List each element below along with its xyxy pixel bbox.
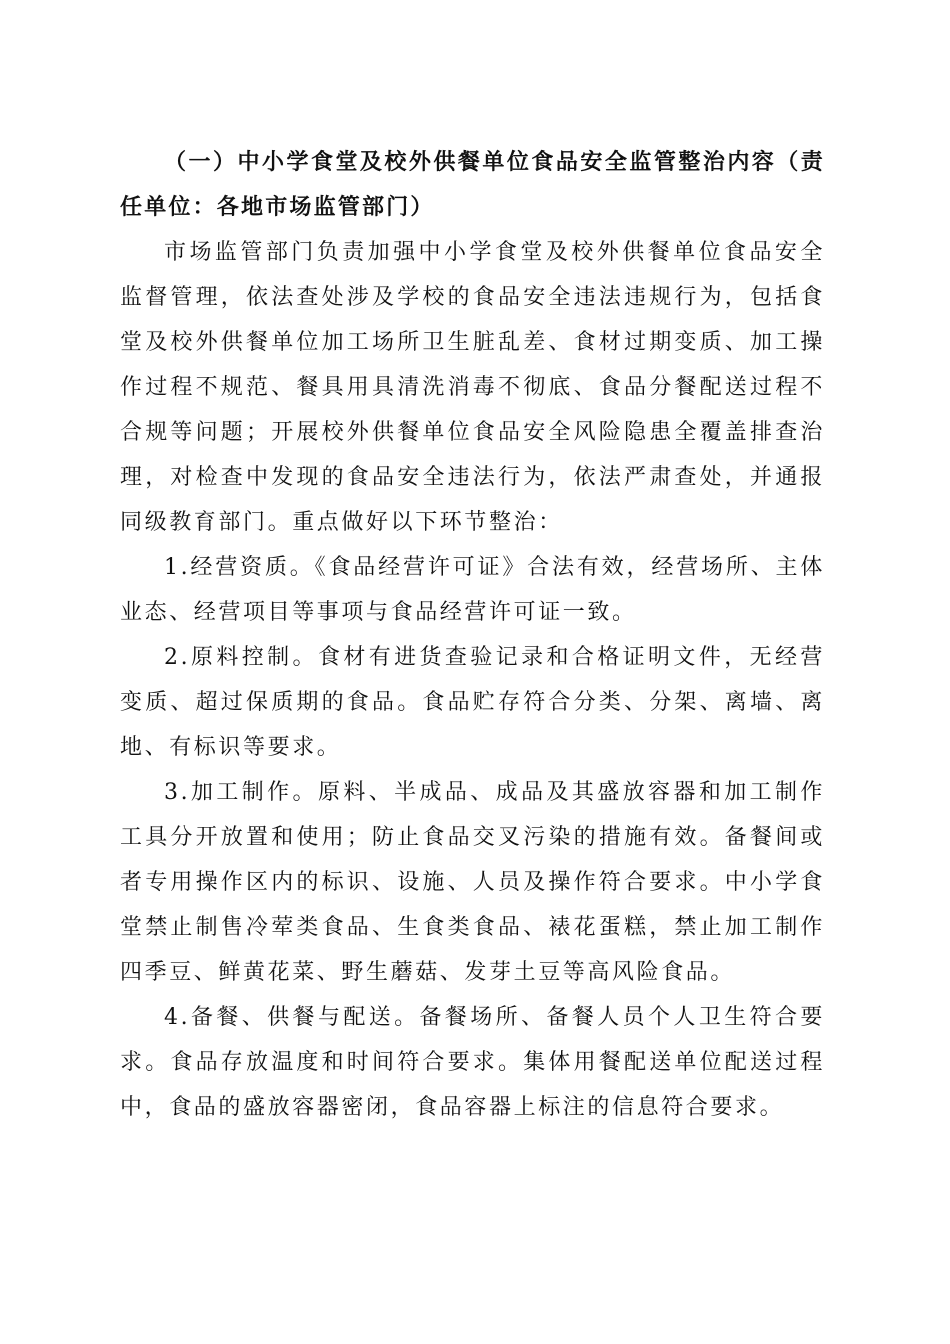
item-business-qualification: 1.经营资质。《食品经营许可证》合法有效，经营场所、主体业态、经营项目等事项与食品经营许可证一致。 [120,555,825,625]
intro-paragraph: 市场监管部门负责加强中小学食堂及校外供餐单位食品安全监督管理，依法查处涉及学校的食品安全违法违规行为，包括食堂及校外供餐单位加工场所卫生脏乱差、食材过期变质、加工操作过程不规范、餐具用具清洗消毒不彻底、食品分餐配送过程不合规等问题；开展校外供餐单位食品安全风险隐患全覆盖排查治理，对检查中发现的食品安全违法行为，依法严肃查处，并通报同级教育部门。重点做好以下环节整治： [120,240,825,535]
document-body [120,140,825,1130]
item-meal-prep-delivery: 4.备餐、供餐与配送。备餐场所、备餐人员个人卫生符合要求。食品存放温度和时间符合要求。集体用餐配送单位配送过程中，食品的盛放容器密闭，食品容器上标注的信息符合要求。 [120,1005,825,1120]
item-processing: 3.加工制作。原料、半成品、成品及其盛放容器和加工制作工具分开放置和使用；防止食品交叉污染的措施有效。备餐间或者专用操作区内的标识、设施、人员及操作符合要求。中小学食堂禁止制售冷荤类食品、生食类食品、裱花蛋糕，禁止加工制作四季豆、鲜黄花菜、野生蘑菇、发芽土豆等高风险食品。 [120,780,825,985]
section-heading: （一）中小学食堂及校外供餐单位食品安全监管整治内容（责任单位：各地市场监管部门） [120,150,825,220]
item-raw-material-control: 2.原料控制。食材有进货查验记录和合格证明文件，无经营变质、超过保质期的食品。食品贮存符合分类、分架、离墙、离地、有标识等要求。 [120,645,825,760]
